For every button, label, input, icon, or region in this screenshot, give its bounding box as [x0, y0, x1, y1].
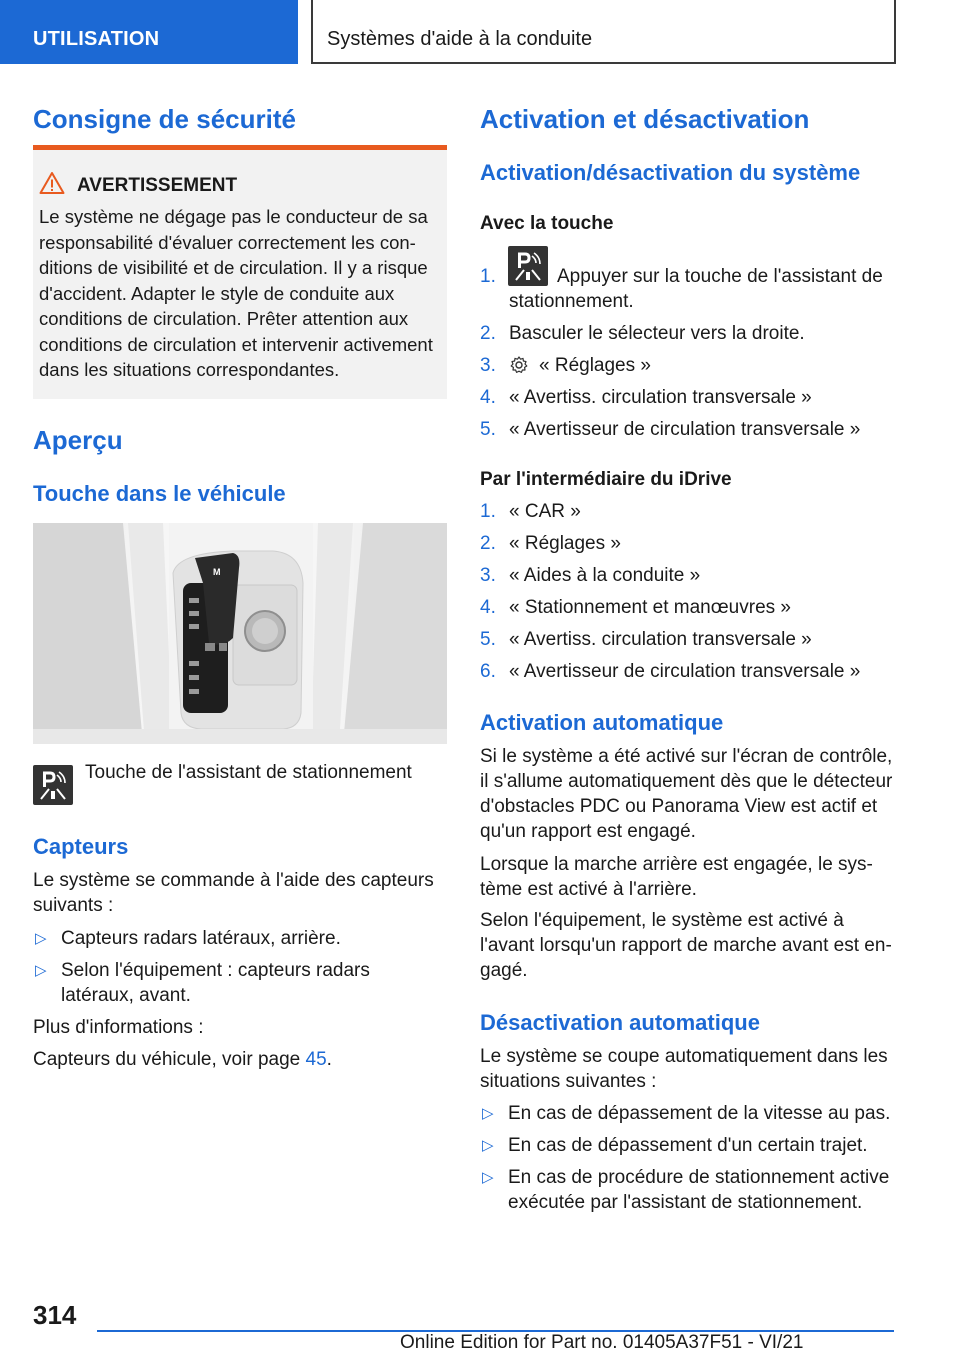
with-button-heading: Avec la touche	[480, 213, 614, 234]
list-item: 5. « Avertiss. circulation transversale »	[480, 629, 812, 650]
sensors-title: Capteurs	[33, 834, 129, 859]
sensors-intro: Le système se commande à l'aide des capteurs suivants :	[33, 870, 434, 916]
header-chapter-label: Systèmes d'aide à la conduite	[327, 28, 593, 50]
auto-deactivation-title: Désactivation automatique	[480, 1010, 760, 1035]
step-text: « Avertiss. circulation transversale »	[509, 387, 812, 408]
system-toggle-subtitle: Activation/désactivation du système	[480, 160, 861, 185]
step-number: 1.	[480, 266, 496, 287]
step-number: 4.	[480, 387, 496, 408]
overview-title: Aperçu	[33, 425, 123, 455]
step-number: 3.	[480, 355, 496, 376]
vehicle-console-photo	[33, 523, 447, 744]
header-section-tab	[0, 0, 298, 64]
auto-deactivation-intro: Le système se coupe automatiquement dans les situations suivantes :	[480, 1046, 888, 1092]
idrive-heading: Par l'intermédiaire du iDrive	[480, 469, 732, 490]
idrive-steps-list	[480, 499, 898, 691]
warning-label: AVERTISSEMENT	[77, 175, 238, 196]
step-text: Basculer le sélecteur vers la droite.	[509, 323, 805, 344]
step-text: « Réglages »	[539, 355, 651, 376]
page-number: 314	[33, 1300, 77, 1330]
list-item: ▷ En cas de dépassement de la vitesse au pas.	[482, 1103, 891, 1124]
bullet-triangle-icon: ▷	[482, 1137, 494, 1154]
button-in-vehicle-title: Touche dans le véhicule	[33, 481, 286, 506]
bullet-triangle-icon: ▷	[35, 962, 47, 979]
step-number: 2.	[480, 323, 496, 344]
parking-assistant-button-icon	[33, 765, 73, 805]
sensors-list	[33, 926, 447, 1015]
warning-triangle-icon	[39, 171, 65, 195]
more-info-label: Plus d'informations :	[33, 1017, 204, 1038]
list-item: 3. « Aides à la conduite »	[480, 565, 701, 586]
activation-title: Activation et désactivation	[480, 104, 810, 134]
step-number: 5.	[480, 419, 496, 440]
step-text: Appuyer sur la touche de l'assistant de stationnement.	[509, 266, 883, 312]
safety-title: Consigne de sécurité	[33, 104, 296, 134]
list-item: ▷ Capteurs radars latéraux, arrière.	[35, 928, 341, 949]
bullet-triangle-icon: ▷	[482, 1105, 494, 1122]
list-item: 2. « Réglages »	[480, 533, 621, 554]
auto-activation-text-3: Selon l'équipement, le système est activé à l'avant lorsqu'un rapport de marche avant est engagé.	[480, 910, 892, 981]
list-item: 4. « Stationnement et manœuvres »	[480, 597, 791, 618]
page-reference: Capteurs du véhicule, voir page 45.	[33, 1049, 332, 1070]
center-console-illustration	[33, 523, 447, 744]
footer-edition: Online Edition for Part no. 01405A37F51 - VI/21	[400, 1332, 804, 1353]
list-item: 1. « CAR »	[480, 501, 581, 522]
warning-text: Le système ne dégage pas le conducteur de sa responsabilité d'évaluer correctement les conditions de visibilité et de circulation. Il y a risque d'accident. Adapter le style de conduite aux conditions de circulation. Prêter attention aux conditions de circulation et intervenir activement dans les situations correspondantes.	[39, 206, 433, 380]
bullet-triangle-icon: ▷	[482, 1169, 494, 1186]
gear-icon	[509, 355, 529, 375]
header-section-label: UTILISATION	[33, 28, 160, 50]
header-chapter-tab	[311, 0, 896, 64]
list-item: 6. « Avertisseur de circulation transversale »	[480, 661, 861, 682]
step-text: « Avertisseur de circulation transversale »	[509, 419, 861, 440]
list-item: ▷ En cas de dépassement d'un certain trajet.	[482, 1135, 868, 1156]
list-item: ▷ En cas de procédure de stationnement active exécutée par l'assistant de stationnement.	[482, 1167, 890, 1213]
auto-activation-title: Activation automatique	[480, 710, 724, 735]
page-link[interactable]: 45	[305, 1049, 327, 1070]
warning-box	[33, 145, 447, 399]
list-item: ▷ Selon l'équipement : capteurs radars latéraux, avant.	[35, 960, 370, 1006]
parking-assistant-icon	[35, 767, 71, 803]
auto-activation-text-1: Si le système a été activé sur l'écran de contrôle, il s'allume automatiquement dès que le détecteur d'obstacles PDC ou Panorama View est actif et qu'un rapport est engagé.	[480, 746, 893, 842]
bullet-triangle-icon: ▷	[35, 930, 47, 947]
auto-deactivation-list	[480, 1101, 898, 1222]
auto-activation-text-2: Lorsque la marche arrière est engagée, le système est activé à l'arrière.	[480, 854, 873, 900]
svg-text:M: M	[213, 567, 221, 577]
button-caption: Touche de l'assistant de stationnement	[85, 762, 412, 783]
